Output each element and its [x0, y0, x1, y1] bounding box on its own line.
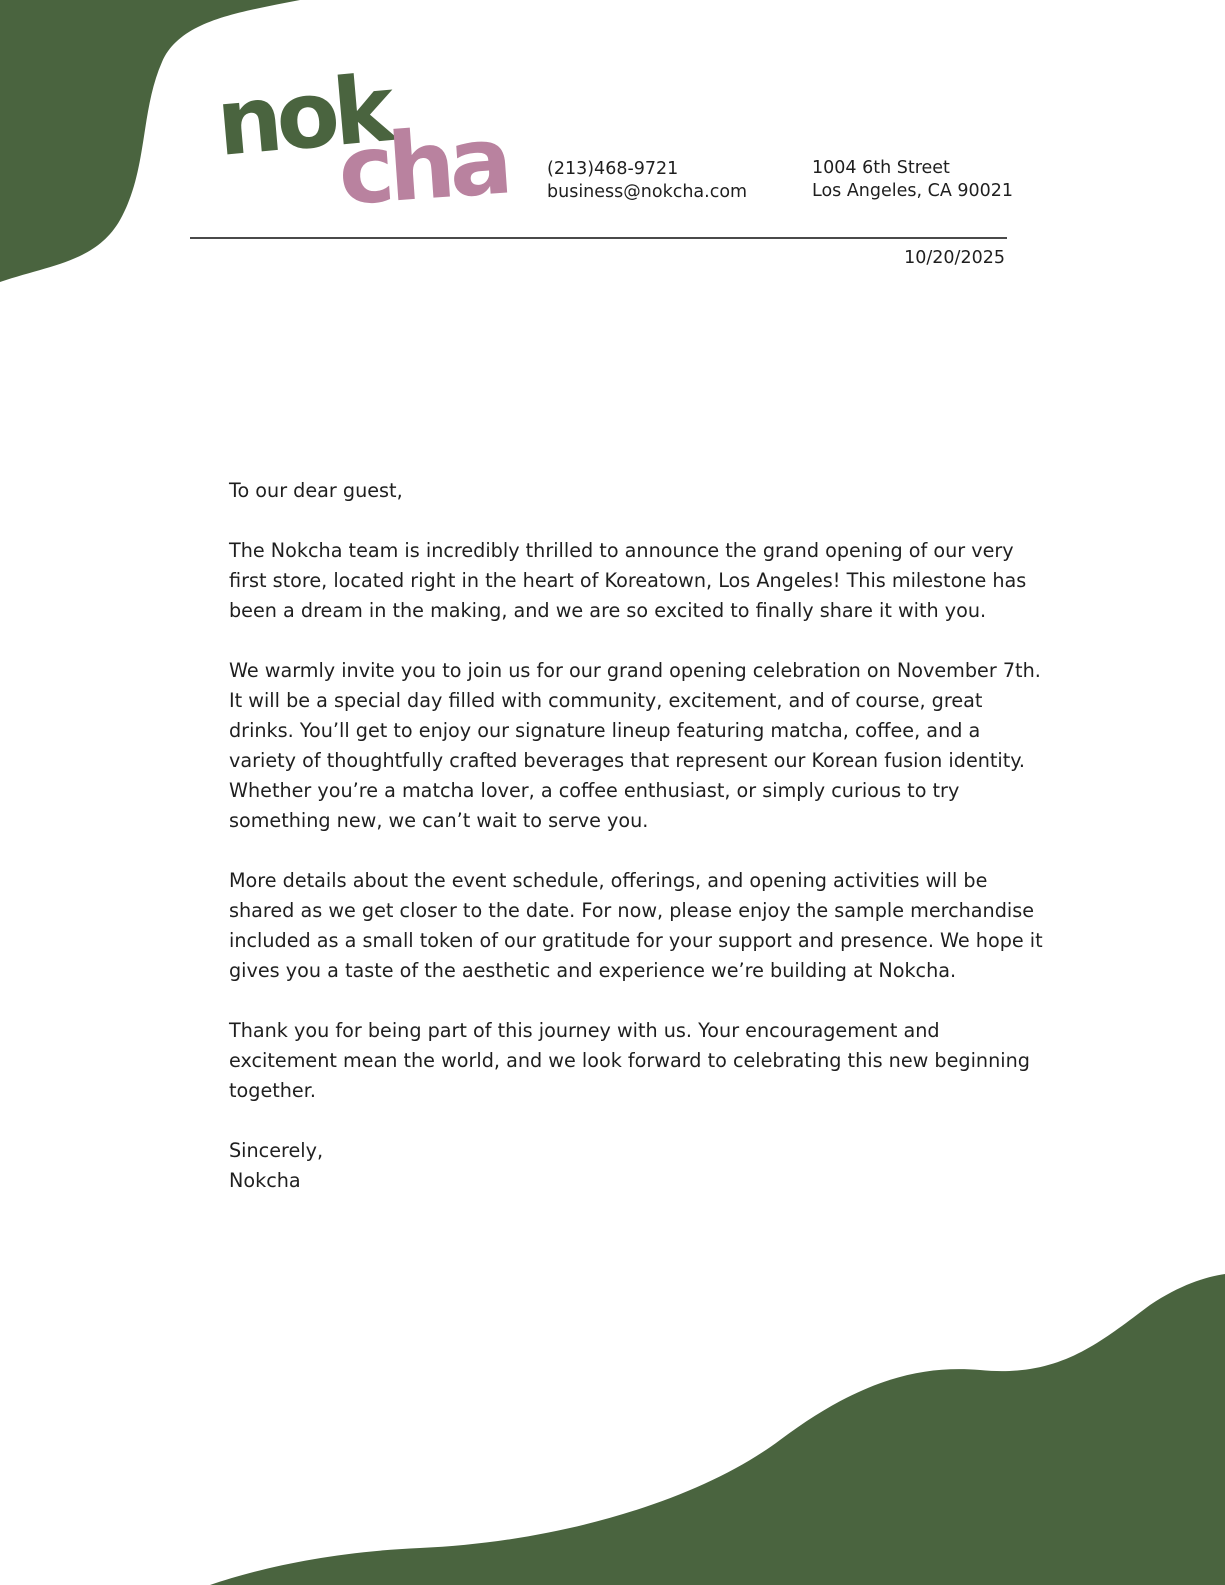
bottom-wave-shape — [210, 1274, 1225, 1585]
paragraph-2-line: variety of thoughtfully crafted beverages that represent our Korean fusion identity. — [229, 749, 1026, 772]
phone-number: (213)468-9721 — [547, 159, 679, 179]
paragraph-1 — [229, 536, 1027, 626]
paragraph-2-line: We warmly invite you to join us for our grand opening celebration on November 7th. — [229, 659, 1041, 682]
paragraph-4-line: together. — [229, 1079, 316, 1102]
salutation-text: To our dear guest, — [229, 479, 403, 502]
nokcha-logo — [212, 55, 518, 227]
address-line-2: Los Angeles, CA 90021 — [812, 181, 1014, 201]
paragraph-3-line: included as a small token of our gratitude for your support and presence. We hope it — [229, 929, 1043, 952]
paragraph-3 — [229, 866, 1043, 986]
paragraph-2-line: drinks. You’ll get to enjoy our signature lineup featuring matcha, coffee, and a — [229, 719, 981, 742]
paragraph-3-line: shared as we get closer to the date. For now, please enjoy the sample merchandise — [229, 899, 1035, 922]
paragraph-2-line: It will be a special day filled with community, excitement, and of course, great — [229, 689, 983, 712]
paragraph-4-line: Thank you for being part of this journey with us. Your encouragement and — [229, 1019, 940, 1042]
bottom-wave-decoration — [0, 1270, 1225, 1585]
paragraph-3-line: gives you a taste of the aesthetic and experience we’re building at Nokcha. — [229, 959, 957, 982]
sign-off — [229, 1136, 1019, 1196]
paragraph-2-line: Whether you’re a matcha lover, a coffee enthusiast, or simply curious to try — [229, 779, 960, 802]
paragraph-1-line: been a dream in the making, and we are so excited to finally share it with you. — [229, 599, 987, 622]
contact-address-block — [812, 157, 1013, 203]
letter-date: 10/20/2025 — [904, 248, 1005, 268]
logo-text-cha: cha — [334, 106, 511, 227]
paragraph-2 — [229, 656, 1041, 836]
contact-phone-email-block — [547, 158, 747, 204]
logo-text-nok: nok — [212, 55, 393, 177]
paragraph-1-line: The Nokcha team is incredibly thrilled to announce the grand opening of our very — [229, 539, 1014, 562]
signature-text: Nokcha — [229, 1169, 301, 1192]
paragraph-4 — [229, 1016, 1030, 1106]
header-divider — [190, 237, 1007, 239]
paragraph-3-line: More details about the event schedule, offerings, and opening activities will be — [229, 869, 988, 892]
paragraph-4-line: excitement mean the world, and we look forward to celebrating this new beginning — [229, 1049, 1030, 1072]
letter-body — [229, 476, 1043, 1226]
paragraph-1-line: first store, located right in the heart of Koreatown, Los Angeles! This milestone has — [229, 569, 1027, 592]
paragraph-2-line: something new, we can’t wait to serve you. — [229, 809, 649, 832]
salutation — [229, 476, 1019, 506]
address-line-1: 1004 6th Street — [812, 158, 950, 178]
email-address: business@nokcha.com — [547, 182, 748, 202]
closing-text: Sincerely, — [229, 1139, 324, 1162]
